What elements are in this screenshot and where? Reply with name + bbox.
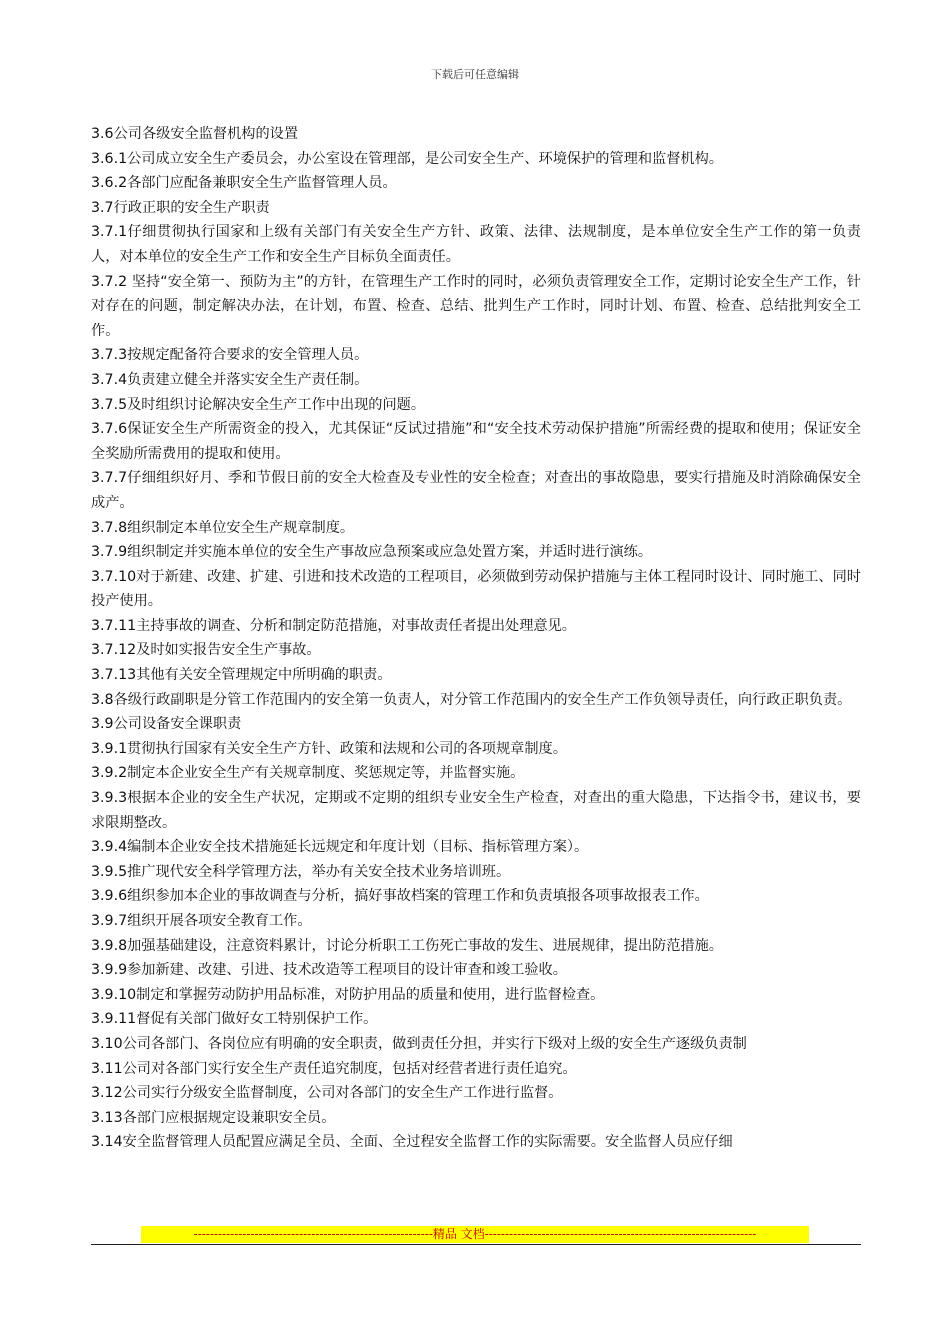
- paragraph: 3.7.11主持事故的调查、分析和制定防范措施，对事故责任者提出处理意见。: [91, 617, 576, 634]
- paragraph: 3.8各级行政副职是分管工作范围内的安全第一负责人，对分管工作范围内的安全生产工作负领导责任，向行政正职负责。: [91, 691, 852, 708]
- paragraph: 3.14安全监督管理人员配置应满足全员、全面、全过程安全监督工作的实际需要。安全监督人员应仔细: [91, 1134, 733, 1151]
- paragraph: 3.9.5推广现代安全科学管理方法，举办有关安全技术业务培训班。: [91, 863, 511, 880]
- paragraph: 3.6.2各部门应配备兼职安全生产监督管理人员。: [91, 175, 397, 192]
- paragraph: 3.7行政正职的安全生产职责: [91, 199, 270, 216]
- paragraph: 3.7.1仔细贯彻执行国家和上级有关部门有关安全生产方针、政策、法律、法规制度，是本单位安全生产工作的第一负责人，对本单位的安全生产工作和安全生产目标负全面责任。: [91, 224, 861, 265]
- paragraph: 3.6.1公司成立安全生产委员会，办公室设在管理部，是公司安全生产、环境保护的管理和监督机构。: [91, 150, 723, 167]
- paragraph: 3.7.4负责建立健全并落实安全生产责任制。: [91, 371, 369, 388]
- paragraph: 3.9.6组织参加本企业的事故调查与分析，搞好事故档案的管理工作和负责填报各项事故报表工作。: [91, 888, 709, 905]
- paragraph: 3.7.10对于新建、改建、扩建、引进和技术改造的工程项目，必须做到劳动保护措施与主体工程同时设计、同时施工、同时投产使用。: [91, 568, 861, 610]
- paragraph: 3.7.7仔细组织好月、季和节假日前的安全大检查及专业性的安全检查；对查出的事故隐患，要实行措施及时消除确保安全成产。: [91, 470, 861, 511]
- paragraph: 3.9.1贯彻执行国家有关安全生产方针、政策和法规和公司的各项规章制度。: [91, 740, 567, 757]
- document-body: [91, 122, 861, 1155]
- paragraph: 3.7.5及时组织讨论解决安全生产工作中出现的问题。: [91, 396, 426, 413]
- paragraph: 3.7.6保证安全生产所需资金的投入，尤其保证“反试过措施”和“安全技术劳动保护措施”所需经费的提取和使用；保证安全全奖励所需费用的提取和使用。: [91, 421, 861, 462]
- paragraph: 3.7.3按规定配备符合要求的安全管理人员。: [91, 347, 369, 364]
- paragraph: 3.9.8加强基础建设，注意资料累计，讨论分析职工工伤死亡事故的发生、进展规律，提出防范措施。: [91, 937, 723, 954]
- paragraph: 3.9.3根据本企业的安全生产状况，定期或不定期的组织专业安全生产检查，对查出的重大隐患，下达指令书，建议书，要求限期整改。: [91, 790, 861, 831]
- paragraph: 3.7.13其他有关安全管理规定中所明确的职责。: [91, 667, 392, 684]
- paragraph: 3.7.9组织制定并实施本单位的安全生产事故应急预案或应急处置方案，并适时进行演练。: [91, 544, 653, 561]
- paragraph: 3.7.8组织制定本单位安全生产规章制度。: [91, 519, 355, 536]
- paragraph: 3.9.9参加新建、改建、引进、技术改造等工程项目的设计审查和竣工验收。: [91, 962, 567, 979]
- paragraph: 3.9.10制定和掌握劳动防护用品标准，对防护用品的质量和使用，进行监督检查。: [91, 986, 605, 1003]
- paragraph: 3.9.4编制本企业安全技术措施延长远规定和年度计划（目标、指标管理方案）。: [91, 839, 589, 856]
- footer-divider: [91, 1244, 861, 1245]
- paragraph: 3.9.11督促有关部门做好女工特别保护工作。: [91, 1011, 378, 1028]
- paragraph: 3.13各部门应根据规定设兼职安全员。: [91, 1109, 336, 1126]
- paragraph: 3.7.2 坚持“安全第一、预防为主”的方针，在管理生产工作时的同时，必须负责管理安全工作，定期讨论安全生产工作，针对存在的问题，制定解决办法，在计划，布置、检查、总结、批判生产工作时，同时计划、布置、检查、总结批判安全工作。: [91, 273, 861, 339]
- paragraph: 3.10公司各部门、各岗位应有明确的安全职责，做到责任分担，并实行下级对上级的安全生产逐级负责制: [91, 1035, 747, 1052]
- paragraph: 3.6公司各级安全监督机构的设置: [91, 126, 299, 142]
- paragraph: 3.11公司对各部门实行安全生产责任追究制度，包括对经营者进行责任追究。: [91, 1060, 577, 1077]
- paragraph: 3.12公司实行分级安全监督制度，公司对各部门的安全生产工作进行监督。: [91, 1085, 563, 1102]
- paragraph: 3.7.12及时如实报告安全生产事故。: [91, 642, 321, 659]
- paragraph: 3.9.2制定本企业安全生产有关规章制度、奖惩规定等，并监督实施。: [91, 765, 525, 782]
- paragraph: 3.9.7组织开展各项安全教育工作。: [91, 913, 312, 929]
- footer-banner: -----------------------------------------------------------精品 文档-------------------------------------------------------------------: [141, 1226, 809, 1243]
- header-note: 下载后可任意编辑: [431, 68, 519, 81]
- paragraph: 3.9公司设备安全课职责: [91, 716, 242, 733]
